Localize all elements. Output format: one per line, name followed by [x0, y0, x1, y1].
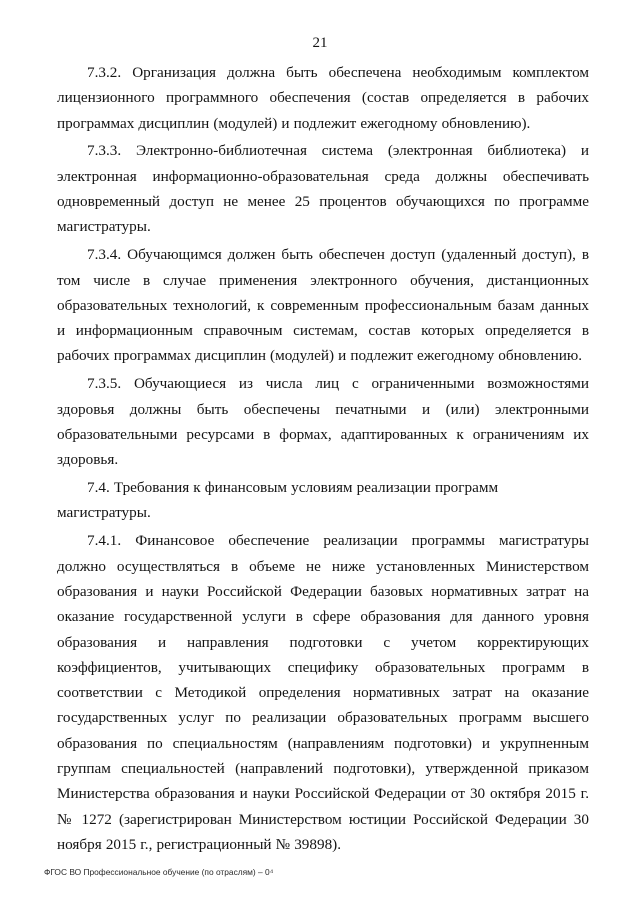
page-footer: ФГОС ВО Профессиональное обучение (по отраслям) – 0⁴ — [44, 867, 274, 877]
document-body — [57, 60, 589, 860]
paragraph-7-4-1: 7.4.1. Финансовое обеспечение реализации программы магистратуры должно осуществляться в объеме не ниже установленных Министерством образования и науки Российской Федерации базовых нормативных затрат на оказание государственной услуги в сфере образования для данного уровня образования и направления подготовки с учетом корректирующих коэффициентов, учитывающих специфику образовательных программ в соответствии с Методикой определения нормативных затрат на оказание государственных услуг по реализации образовательных программ высшего образования по специальностям (направлениям подготовки) и укрупненным группам специальностей (направлений подготовки), утвержденной приказом Министерства образования и науки Российской Федерации от 30 октября 2015 г. № 1272 (зарегистрирован Министерством юстиции Российской Федерации 30 ноября 2015 г., регистрационный № 39898). — [57, 532, 589, 853]
paragraph-7-4: 7.4. Требования к финансовым условиям реализации программ магистратуры. — [57, 479, 499, 522]
paragraph-7-3-3: 7.3.3. Электронно-библиотечная система (электронная библиотека) и электронная информационно-образовательная среда должны обеспечивать одновременный доступ не менее 25 процентов обучающихся по программе магистратуры. — [57, 142, 589, 236]
paragraph-7-3-2: 7.3.2. Организация должна быть обеспечена необходимым комплектом лицензионного программного обеспечения (состав определяется в рабочих программах дисциплин (модулей) и подлежит ежегодному обновлению). — [57, 64, 589, 132]
page-number: 21 — [312, 35, 328, 51]
paragraph-7-3-4: 7.3.4. Обучающимся должен быть обеспечен доступ (удаленный доступ), в том числе в случае применения электронного обучения, дистанционных образовательных технологий, к современным профессиональным базам данных и информационным справочным системам, состав которых определяется в рабочих программах дисциплин (модулей) и подлежит ежегодному обновлению. — [57, 246, 589, 365]
paragraph-7-3-5: 7.3.5. Обучающиеся из числа лиц с ограниченными возможностями здоровья должны быть обеспечены печатными и (или) электронными образовательными ресурсами в формах, адаптированных к ограничениям их здоровья. — [57, 375, 589, 469]
